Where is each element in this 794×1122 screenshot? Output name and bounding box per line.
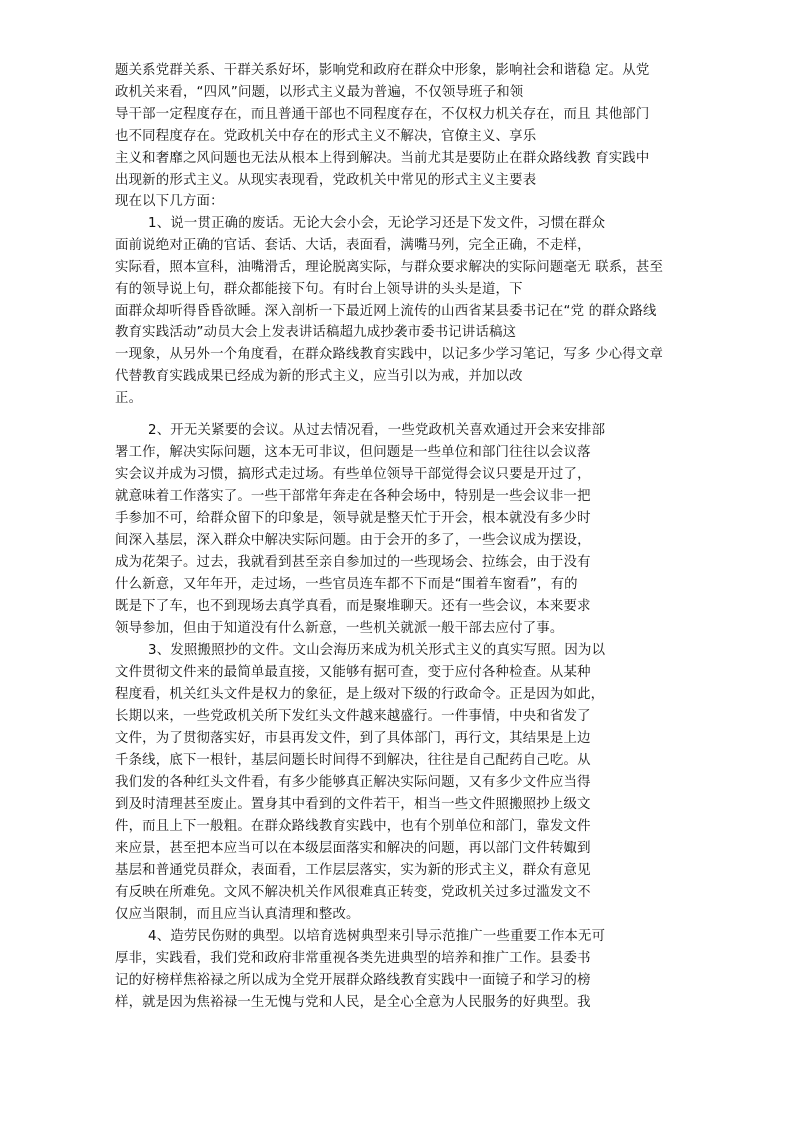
paragraph-3-first-line: 3、发照搬照抄的文件。文山会海历来成为机关形式主义的真实写照。因为以 [148,643,606,658]
text-line: 面群众却听得昏昏欲睡。深入剖析一下最近网上流传的山西省某县委书记在“党 的群众路线 [115,304,657,319]
text-line: 仅应当限制，而且应当认真清理和整改。 [115,907,360,922]
text-line: 程度看，机关红头文件是权力的象征，是上级对下级的行政命令。正是因为如此， [115,687,605,702]
text-line: 记的好榜样焦裕禄之所以成为全党开展群众路线教育实践中一面镜子和学习的榜 [115,973,591,988]
text-line: 文件，为了贯彻落实好，市县再发文件，到了具体部门，再行文，其结果是上边 [115,731,591,746]
text-line: 代替教育实践成果已经成为新的形式主义，应当引以为戒，并加以改 [115,369,523,384]
text-line: 有的领导说上句，群众都能接下句。有时台上领导讲的头头是道，下 [115,282,523,297]
text-line: 千条线，底下一根针，基层问题长时间得不到解决，往往是自己配药自己吃。从 [115,753,591,768]
text-line: 正。 [115,391,143,406]
text-line: 文件贯彻文件来的最简单最直接，又能够有据可查，变于应付各种检查。从某种 [115,665,591,680]
text-line: 长期以来，一些党政机关所下发红头文件越来越盛行。一件事情，中央和省发了 [115,709,591,724]
text-line: 教育实践活动”动员大会上发表讲话稿超九成抄袭市委书记讲话稿这 [115,325,517,340]
text-line: 厚非，实践看，我们党和政府非常重视各类先进典型的培养和推广工作。县委书 [115,951,591,966]
text-line: 来应景，甚至把本应当可以在本级层面落实和解决的问题，再以部门文件转娵到 [115,841,591,856]
paragraph-4-first-line: 4、造劳民伤财的典型。以培育选树典型来引导示范推广一些重要工作本无可 [148,929,606,944]
text-line: 手参加不可，给群众留下的印象是，领导就是整天忙于开会，根本就没有多少时 [115,511,591,526]
text-line: 间深入基层，深入群众中解决实际问题。由于会开的多了，一些会议成为摆设， [115,533,591,548]
text-line: 面前说绝对正确的官话、套话、大话，表面看，满嘴马列，完全正确，不走样， [115,238,591,253]
text-line: 导干部一定程度存在，而且普通干部也不同程度存在，不仅权力机关存在，而且 其他部门 [115,107,650,122]
text-line: 有反映在所难免。文风不解决机关作风很难真正转变，党政机关过多过滥发文不 [115,885,591,900]
text-line: 主义和奢靡之风问题也无法从根本上得到解决。当前尤其是要防止在群众路线教 育实践中 [115,151,650,166]
text-line: 实会议并成为习惯，搞形式走过场。有些单位领导干部觉得会议只要是开过了， [115,467,591,482]
text-line: 成为花架子。过去，我就看到甚至亲自参加过的一些现场会、拉练会，由于没有 [115,555,591,570]
text-line: 样，就是因为焦裕禄一生无愧与党和人民，是全心全意为人民服务的好典型。我 [115,995,591,1010]
paragraph-2-first-line: 2、开无关紧要的会议。从过去情况看，一些党政机关喜欢通过开会来安排部 [148,423,606,438]
text-line: 基层和普通党员群众，表面看，工作层层落实，实为新的形式主义，群众有意见 [115,863,591,878]
text-line: 既是下了车，也不到现场去真学真看，而是聚堆聊天。还有一些会议，本来要求 [115,599,591,614]
text-line: 题关系党群关系、干群关系好坏，影响党和政府在群众中形象，影响社会和谐稳 定。从党 [115,63,650,78]
text-line: 件，而且上下一般粗。在群众路线教育实践中，也有个别单位和部门，靠发文件 [115,819,591,834]
text-line: 实际看，照本宣科，油嘴滑舌，理论脱离实际，与群众要求解决的实际问题毫无 联系，甚至 [115,260,664,275]
text-line: 到及时清理甚至废止。置身其中看到的文件若干，相当一些文件照搬照抄上级文 [115,797,591,812]
text-line: 也不同程度存在。党政机关中存在的形式主义不解决，官僚主义、享乐 [115,129,537,144]
text-line: 署工作，解决实际问题，这本无可非议，但问题是一些单位和部门往往以会议落 [115,445,591,460]
text-line: 我们发的各种红头文件看，有多少能够真正解决实际问题，又有多少文件应当得 [115,775,591,790]
text-line: 出现新的形式主义。从现实表现看，党政机关中常见的形式主义主要表 [115,173,537,188]
text-line: 一现象，从另外一个角度看，在群众路线教育实践中，以记多少学习笔记，写多 少心得文章 [115,347,664,362]
text-line: 政机关来看，“四风”问题，以形式主义最为普遍，不仅领导班子和领 [115,85,524,100]
text-line: 领导参加，但由于知道没有什么新意，一些机关就派一般干部去应付了事。 [115,621,564,636]
paragraph-1-first-line: 1、说一贯正确的废话。无论大会小会，无论学习还是下发文件，习惯在群众 [148,216,606,231]
text-line: 什么新意，又年年开，走过场，一些官员连车都不下而是“围着车窗看”，有的 [115,577,578,592]
text-line: 就意味着工作落实了。一些干部常年奔走在各种会场中，特别是一些会议非一把 [115,489,591,504]
text-line: 现在以下几方面： [115,194,224,209]
